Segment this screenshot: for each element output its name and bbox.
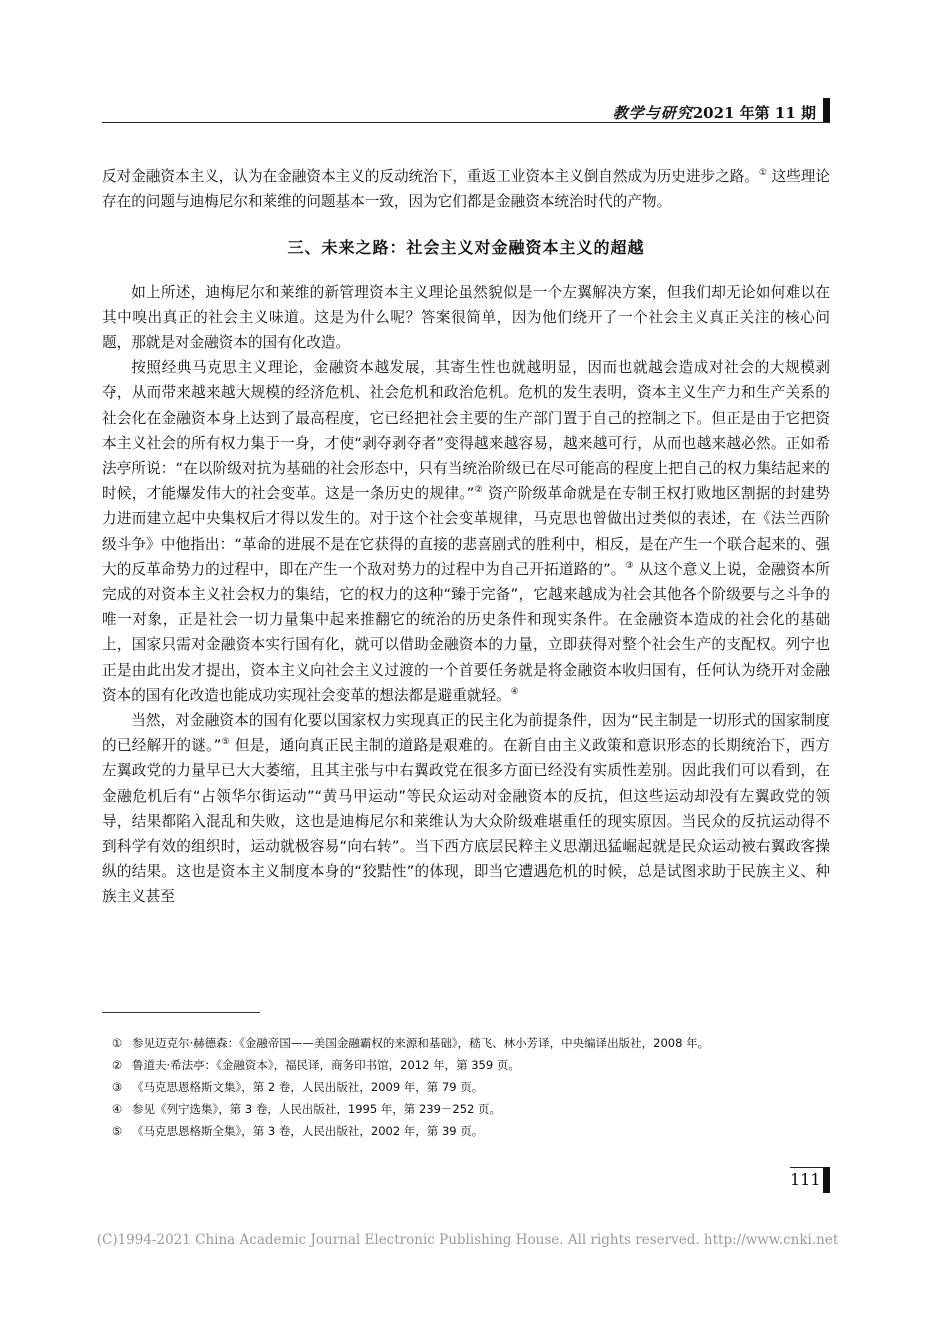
issue-label: 2021 年第 11 期 bbox=[692, 104, 816, 122]
copyright-notice: (C)1994-2021 China Academic Journal Electronic Publishing House. All rights reserved. http://www.cnki.net bbox=[96, 1232, 839, 1248]
footnote-ref-4[interactable]: ④ bbox=[510, 687, 519, 697]
footnote-ref-2[interactable]: ② bbox=[474, 485, 484, 496]
paragraph-3: 当然，对金融资本的国有化要以国家权力实现真正的民主化为前提条件，因为“民主制是一切形式的国家制度的已经解开的谜。”⑤ 但是，通向真正民主制的道路是艰难的。在新自由主义政策和意识形态的长期统治下，西方左翼政党的力量早已大大萎缩，且其主张与中右翼政党在很多方面已经没有实质性差别。因此我们可以看到，在金融危机后有“占领华尔街运动”“黄马甲运动”等民众运动对金融资本的反抗，但这些运动却没有左翼政党的领导，结果都陷入混乱和失败，这也是迪梅尼尔和莱维认为大众阶级难堪重任的现实原因。当民众的反抗运动得不到科学有效的组织时，运动就极容易“向右转”。当下西方底层民粹主义思潮迅猛崛起就是民众运动被右翼政客操纵的结果。这也是资本主义制度本身的“狡黠性”的体现，即当它遭遇危机的时候，总是试图求助于民族主义、种族主义甚至 bbox=[102, 712, 830, 906]
paragraph-continued: 反对金融资本主义，认为在金融资本主义的反动统治下，重返工业资本主义倒自然成为历史进步之路。① 这些理论存在的问题与迪梅尼尔和莱维的问题基本一致，因为它们都是金融资本统治时代的产物。 bbox=[102, 168, 830, 211]
footnote-2: ② 鲁道夫·希法亭：《金融资本》，福民译，商务印书馆，2012 年，第 359 页。 bbox=[111, 1058, 520, 1072]
section-title: 三、未来之路：社会主义对金融资本主义的超越 bbox=[287, 238, 645, 258]
page-number: 111 bbox=[790, 1170, 821, 1189]
header-bar bbox=[823, 98, 830, 123]
footnote-3: ③ 《马克思恩格斯文集》，第 2 卷，人民出版社，2009 年，第 79 页。 bbox=[111, 1080, 484, 1094]
footnotes bbox=[102, 1032, 830, 1142]
header-rule bbox=[102, 122, 830, 123]
footnote-ref-5[interactable]: ⑤ bbox=[221, 737, 230, 748]
paragraph-1: 如上所述，迪梅尼尔和莱维的新管理资本主义理论虽然貌似是一个左翼解决方案，但我们却无论如何难以在其中嗅出真正的社会主义味道。这是为什么呢？答案很简单，因为他们绕开了一个社会主义真正关注的核心问题，那就是对金融资本的国有化改造。 bbox=[102, 283, 830, 352]
footnote-4: ④ 参见《列宁选集》，第 3 卷，人民出版社，1995 年，第 239－252 页。 bbox=[111, 1102, 502, 1116]
footnote-5: ⑤ 《马克思恩格斯全集》，第 3 卷，人民出版社，2002 年，第 39 页。 bbox=[111, 1124, 484, 1138]
paragraph-2: 按照经典马克思主义理论，金融资本越发展，其寄生性也就越明显，因而也就越会造成对社会的大规模剥夺，从而带来越来越大规模的经济危机、社会危机和政治危机。危机的发生表明，资本主义生产力和生产关系的社会化在金融资本身上达到了最高程度，它已经把社会主要的生产部门置于自己的控制之下。但正是由于它把资本主义社会的所有权力集于一身，才使“剥夺剥夺者”变得越来越容易，越来越可行，从而也越来越必然。正如希法亭所说：“在以阶级对抗为基础的社会形态中，只有当统治阶级已在尽可能高的程度上把自己的权力集结起来的时候，才能爆发伟大的社会变革。这是一条历史的规律。”② 资产阶级革命就是在专制王权打败地区割据的封建势力进而建立起中央集权后才得以发生的。对于这个社会变革规律，马克思也曾做出过类似的表述，在《法兰西阶级斗争》中他指出：“革命的进展不是在它获得的直接的悲喜剧式的胜利中，相反，是在产生一个联合起来的、强大的反革命势力的过程中，即在产生一个敌对势力的过程中为自己开拓道路的”。③ 从这个意义上说，金融资本所完成的对资本主义社会权力的集结，它的权力的这种“臻于完备”，它越来越成为社会其他各个阶级要与之斗争的唯一对象，正是社会一切力量集中起来推翻它的统治的历史条件和现实条件。在金融资本造成的社会化的基础上，国家只需对金融资本实行国有化，就可以借助金融资本的力量，立即获得对整个社会生产的支配权。列宁也正是由此出发才提出，资本主义向社会主义过渡的一个首要任务就是将金融资本收归国有，任何认为绕开对金融资本的国有化改造也能成功实现社会变革的想法都是避重就轻。④ bbox=[102, 359, 830, 704]
footnote-ref-3[interactable]: ③ bbox=[625, 560, 634, 571]
journal-name: 教学与研究 bbox=[612, 104, 693, 122]
footnote-ref-1[interactable]: ① bbox=[758, 168, 767, 179]
journal-issue bbox=[613, 102, 816, 123]
footnote-rule bbox=[102, 1012, 260, 1013]
running-header bbox=[102, 88, 830, 122]
page-number-bar bbox=[823, 1167, 830, 1193]
article-body bbox=[102, 164, 830, 910]
footnote-1: ① 参见迈克尔·赫德森：《金融帝国——美国金融霸权的来源和基础》，嵇飞、林小芳译，中央编译出版社，2008 年。 bbox=[111, 1036, 710, 1050]
page-number-rule bbox=[790, 1167, 823, 1168]
